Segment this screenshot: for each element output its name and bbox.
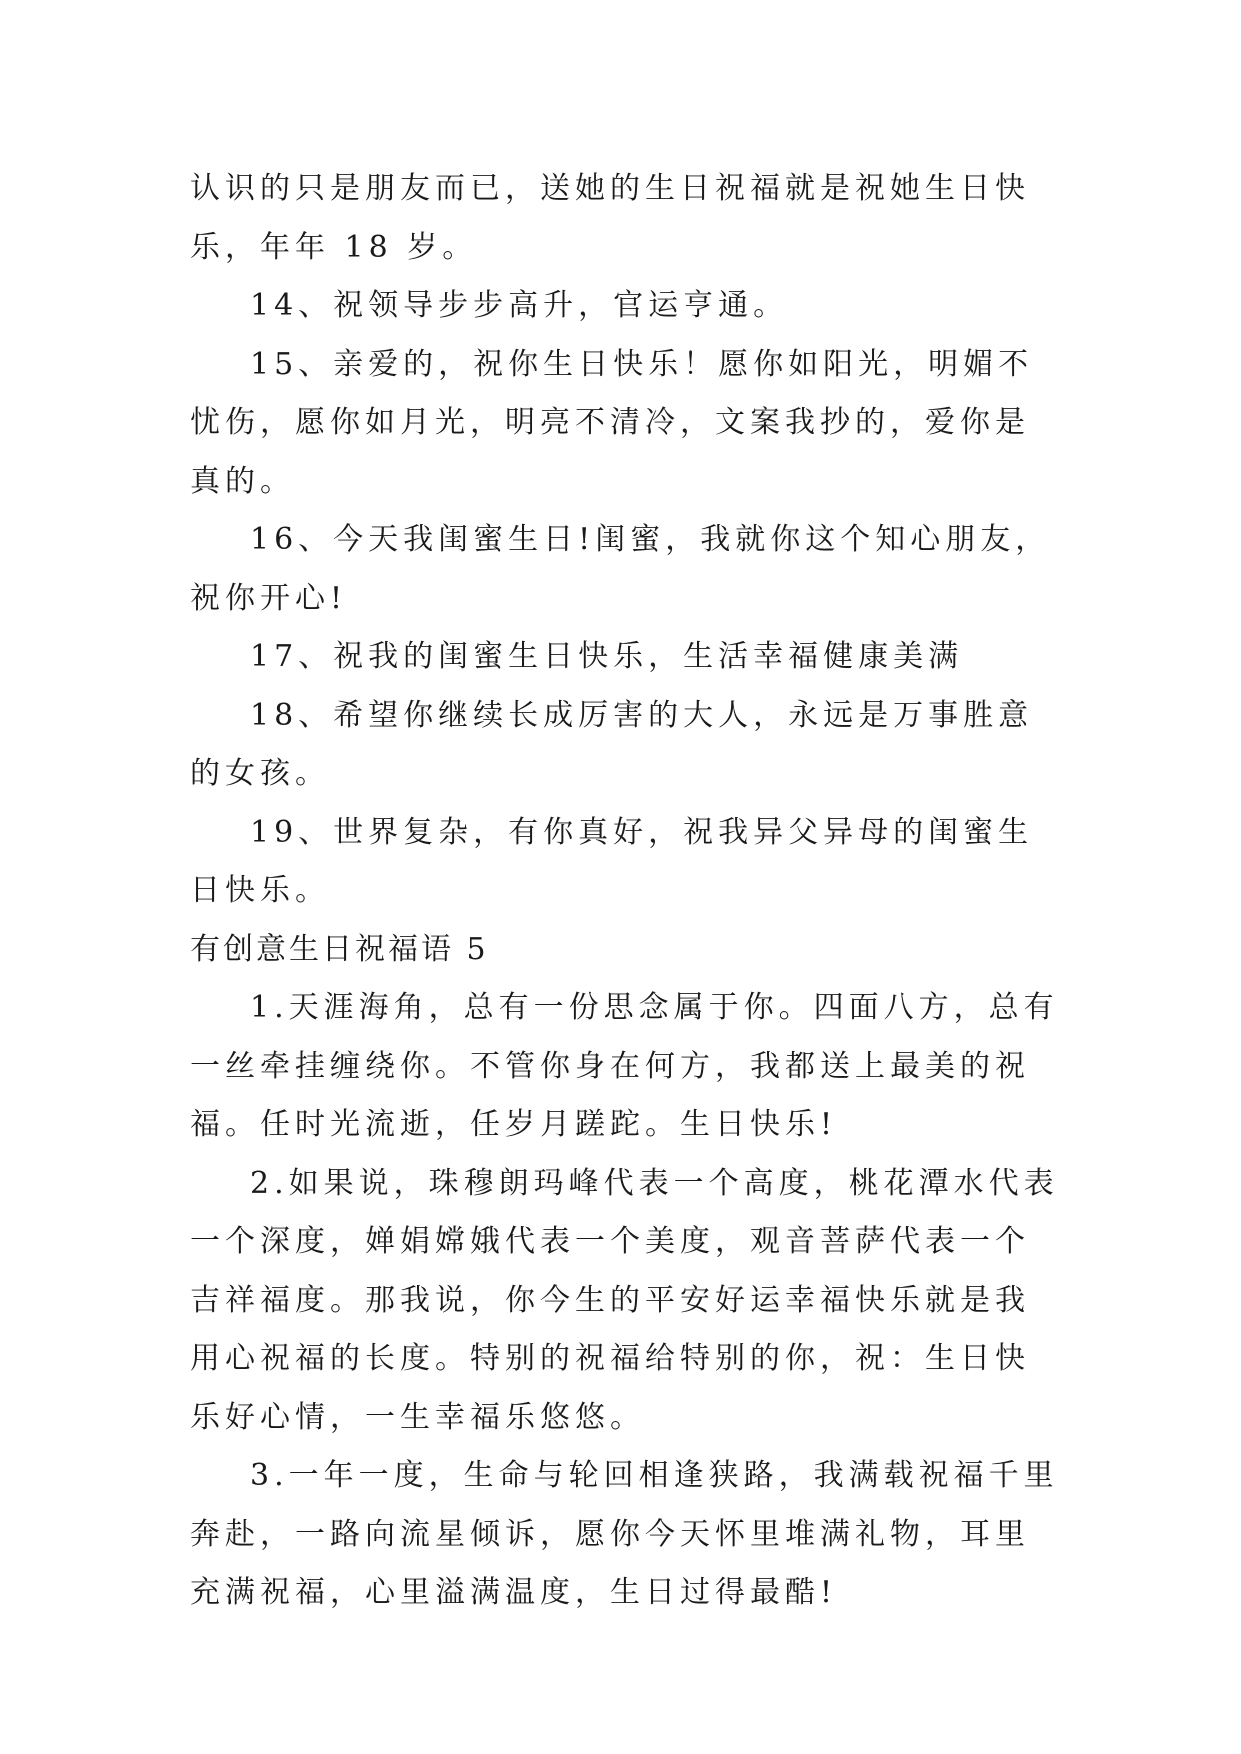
section-heading: 有创意生日祝福语 5 [190, 931, 489, 967]
section-paragraph-3: 3.一年一度，生命与轮回相逢狭路，我满载祝福千里奔赴，一路向流星倾诉，愿你今天怀里堆满礼物，耳里充满祝福，心里溢满温度，生日过得最酷! [190, 1458, 1059, 1610]
section-paragraph-1: 1.天涯海角，总有一份思念属于你。四面八方，总有一丝牵挂缠绕你。不管你身在何方，我都送上最美的祝福。任时光流逝，任岁月蹉跎。生日快乐! [190, 990, 1059, 1142]
paragraph-item-14: 14、祝领导步步高升，官运亨通。 [250, 288, 789, 323]
section-paragraph-2: 2.如果说，珠穆朗玛峰代表一个高度，桃花潭水代表一个深度，婵娟嫦娥代表一个美度，观音菩萨代表一个吉祥福度。那我说，你今生的平安好运幸福快乐就是我用心祝福的长度。特别的祝福给特别的你，祝：生日快乐好心情，一生幸福乐悠悠。 [190, 1165, 1059, 1435]
document-body [190, 160, 1060, 1623]
paragraph-item-16: 16、今天我闺蜜生日!闺蜜，我就你这个知心朋友，祝你开心! [190, 522, 1051, 616]
paragraph-continuation: 认识的只是朋友而已，送她的生日祝福就是祝她生日快乐，年年 18 岁。 [190, 171, 1030, 265]
paragraph-item-18: 18、希望你继续长成厉害的大人，永远是万事胜意的女孩。 [190, 697, 1034, 791]
paragraph-item-19: 19、世界复杂，有你真好，祝我异父异母的闺蜜生日快乐。 [190, 814, 1034, 908]
paragraph-item-17: 17、祝我的闺蜜生日快乐，生活幸福健康美满 [250, 639, 964, 674]
paragraph-item-15: 15、亲爱的，祝你生日快乐！愿你如阳光，明媚不忧伤，愿你如月光，明亮不清冷，文案我抄的，爱你是真的。 [190, 346, 1034, 499]
